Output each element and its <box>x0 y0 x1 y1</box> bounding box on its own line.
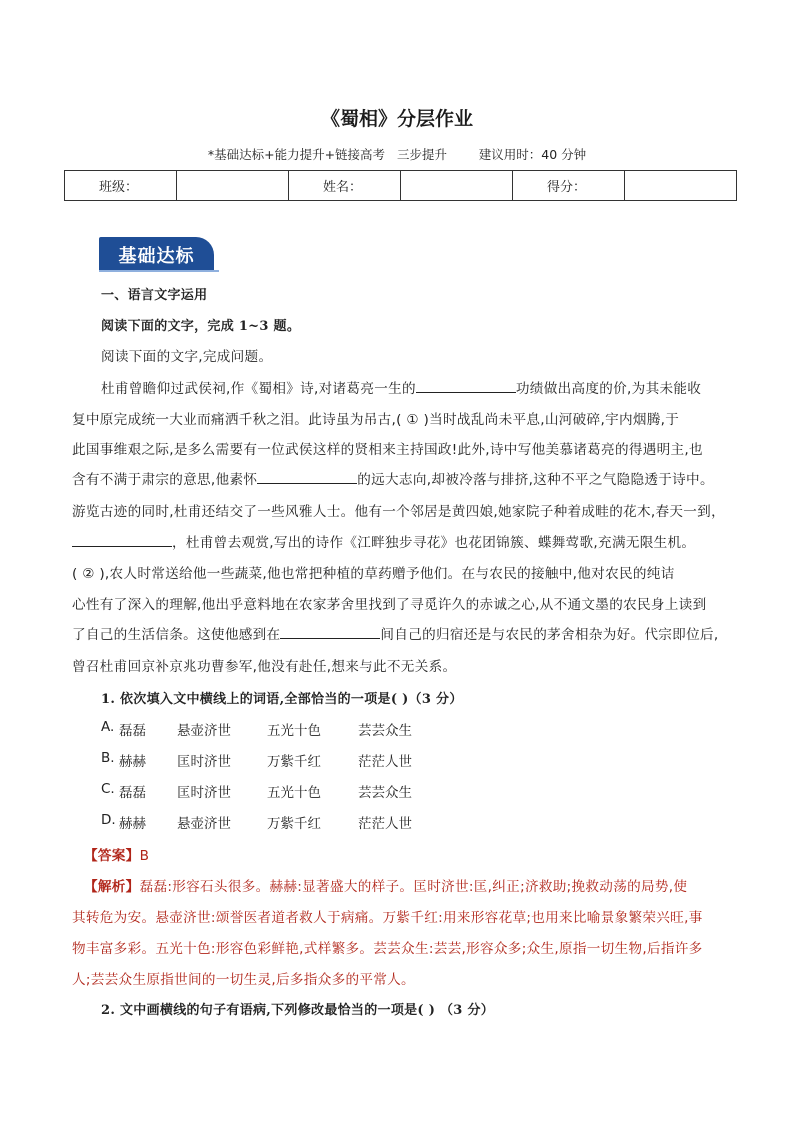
analysis-line-1 <box>84 875 687 895</box>
question-1: 1. 依次填入文中横线上的词语,全部恰当的一项是( )（3 分） <box>101 692 463 707</box>
passage-text: 杜甫曾瞻仰过武侯祠,作《蜀相》诗,对诸葛亮一生的 <box>101 381 416 397</box>
option-letter: A. <box>101 719 115 735</box>
option-word: 芸芸众生 <box>358 723 412 739</box>
instruction-bold: 阅读下面的文字，完成 1~3 题。 <box>101 319 301 334</box>
passage-text: 了自己的生活信条。这使他感到在 <box>72 627 281 643</box>
option-word: 磊磊 <box>119 723 146 739</box>
passage-line-4 <box>72 468 714 488</box>
fill-blank-1 <box>416 379 516 393</box>
option-d[interactable] <box>0 812 794 832</box>
option-word: 五光十色 <box>267 785 321 801</box>
section-heading: 一、语言文字运用 <box>101 288 208 303</box>
answer <box>84 844 149 864</box>
analysis-tag: 【解析】 <box>84 879 140 895</box>
option-word: 万紫千红 <box>267 754 321 770</box>
analysis-line-3: 物丰富多彩。五光十色:形容色彩鲜艳,式样繁多。芸芸众生:芸芸,形容众多;众生,原指一切生物,后指许多 <box>72 941 703 957</box>
student-info-table <box>64 170 737 201</box>
passage-text: 间自己的归宿还是与农民的茅舍相杂为好。代宗即位后, <box>380 627 719 643</box>
answer-tag: 【答案】 <box>84 848 140 864</box>
passage-line-1 <box>101 377 701 397</box>
passage-text: ，杜甫曾去观赏,写出的诗作《江畔独步寻花》也花团锦簇、蝶舞莺歌,充满无限生机。 <box>172 535 696 551</box>
subtitle: *基础达标+能力提升+链接高考 三步提升 建议用时：40 分钟 <box>207 147 587 162</box>
score-field[interactable] <box>625 171 737 201</box>
class-label: 班级： <box>65 171 177 201</box>
instruction-plain: 阅读下面的文字,完成问题。 <box>101 349 273 365</box>
option-word: 匡时济世 <box>177 754 231 770</box>
passage-line-2: 复中原完成统一大业而痛洒千秋之泪。此诗虽为吊古,( ① )当时战乱尚未平息,山河破碎,宇内烟腾,于 <box>72 412 680 428</box>
section-banner: 基础达标 <box>99 237 214 272</box>
question-2: 2. 文中画横线的句子有语病,下列修改最恰当的一项是( ) （3 分） <box>101 1003 495 1018</box>
fill-blank-2 <box>257 470 357 484</box>
name-label: 姓名： <box>289 171 401 201</box>
option-word: 芸芸众生 <box>358 785 412 801</box>
passage-line-8: 心性有了深入的理解,他出乎意料地在农家茅舍里找到了寻觅许久的赤诚之心,从不通文墨的农民身上读到 <box>72 597 707 613</box>
analysis-line-2: 其转危为安。悬壶济世:颂誉医者道者救人于病痛。万紫千红:用来形容花草;也用来比喻景象繁荣兴旺,事 <box>72 910 703 926</box>
analysis-line-4: 人;芸芸众生原指世间的一切生灵,后多指众多的平常人。 <box>72 972 415 988</box>
option-letter: D. <box>101 812 116 828</box>
option-word: 磊磊 <box>119 785 146 801</box>
option-word: 匡时济世 <box>177 785 231 801</box>
passage-line-7: ( ② ),农人时常送给他一些蔬菜,他也常把种植的草药赠予他们。在与农民的接触中,他对农民的纯诘 <box>72 566 675 582</box>
passage-line-3: 此国事维艰之际,是多么需要有一位武侯这样的贤相来主持国政!此外,诗中写他美慕诸葛亮的得遇明主,也 <box>72 442 703 458</box>
option-b[interactable] <box>0 750 794 770</box>
option-word: 赫赫 <box>119 754 146 770</box>
passage-text: 的远大志向,却被冷落与排挤,这种不平之气隐隐透于诗中。 <box>357 472 714 488</box>
fill-blank-3 <box>72 533 172 547</box>
option-word: 悬壶济世 <box>177 816 231 832</box>
answer-value: B <box>139 848 150 864</box>
option-letter: C. <box>101 781 115 797</box>
passage-text: 功绩做出高度的价,为其未能收 <box>515 381 702 397</box>
banner-underline <box>99 270 219 272</box>
fill-blank-4 <box>280 625 380 639</box>
option-word: 万紫千红 <box>267 816 321 832</box>
score-label: 得分： <box>513 171 625 201</box>
analysis-text: 磊磊:形容石头很多。赫赫:显著盛大的样子。匡时济世:匡,纠正;济救助;挽救动荡的局势,使 <box>139 879 688 895</box>
option-word: 茫茫人世 <box>358 816 412 832</box>
passage-line-5: 游览古迹的同时,杜甫还结交了一些风雅人士。他有一个邻居是黄四娘,她家院子种着成畦的花木,春天一到， <box>72 504 725 520</box>
passage-line-6 <box>72 531 695 551</box>
option-letter: B. <box>101 750 115 766</box>
option-word: 赫赫 <box>119 816 146 832</box>
option-word: 五光十色 <box>267 723 321 739</box>
passage-line-9 <box>72 623 718 643</box>
passage-text: 含有不满于肃宗的意思,他素怀 <box>72 472 258 488</box>
option-word: 茫茫人世 <box>358 754 412 770</box>
option-word: 悬壶济世 <box>177 723 231 739</box>
name-field[interactable] <box>401 171 513 201</box>
passage-line-10: 曾召杜甫回京补京兆功曹参军,他没有赴任,想来与此不无关系。 <box>72 659 457 675</box>
option-a[interactable] <box>0 719 794 739</box>
page-title: 《蜀相》分层作业 <box>320 108 473 130</box>
class-field[interactable] <box>177 171 289 201</box>
option-c[interactable] <box>0 781 794 801</box>
